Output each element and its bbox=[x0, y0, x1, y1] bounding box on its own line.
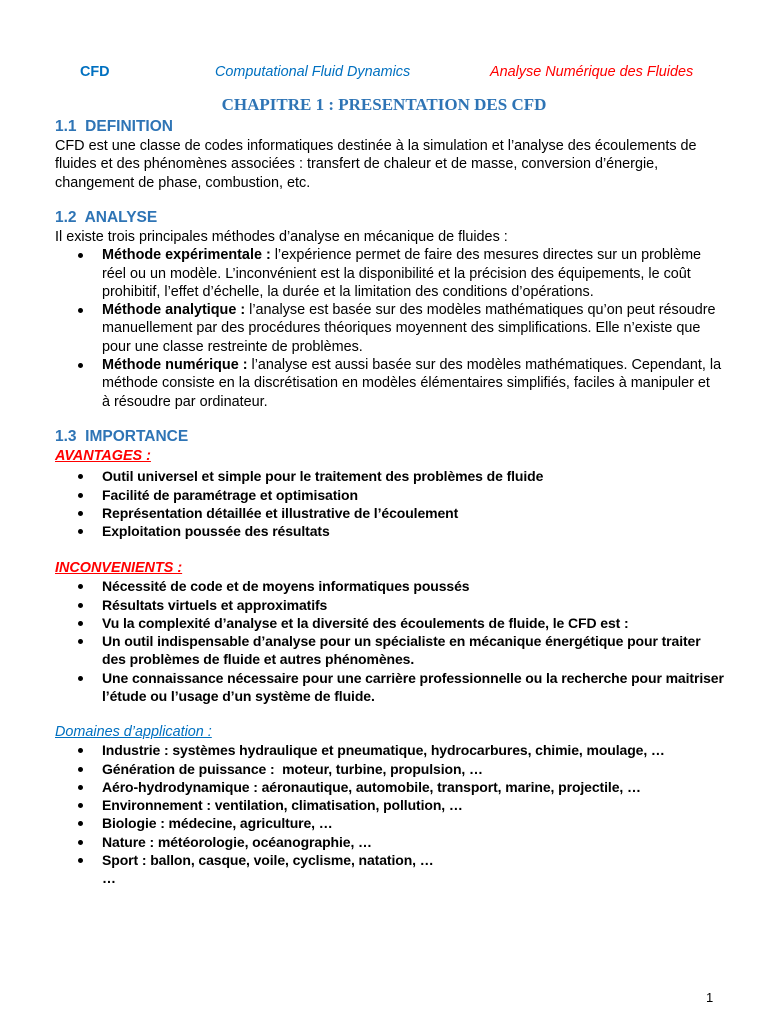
list-item bbox=[55, 614, 755, 632]
list-item bbox=[55, 522, 755, 540]
list-item-text: Nature : météorologie, océanographie, … bbox=[102, 833, 372, 850]
definition-paragraph bbox=[55, 137, 755, 192]
domains-label: Domaines d’application : bbox=[55, 724, 212, 740]
list-item bbox=[55, 814, 755, 832]
chapter-title: CHAPITRE 1 : PRESENTATION DES CFD bbox=[221, 95, 547, 114]
list-item-analytical-method bbox=[55, 301, 755, 356]
list-item bbox=[55, 632, 755, 669]
bullet-icon bbox=[78, 493, 83, 498]
bullet-icon bbox=[78, 785, 83, 790]
section-analyse bbox=[55, 208, 755, 411]
list-item-text: Industrie : systèmes hydraulique et pneumatique, hydrocarbures, chimie, moulage, … bbox=[102, 742, 665, 759]
methods-list bbox=[55, 246, 755, 411]
bullet-icon bbox=[78, 253, 83, 258]
method-text: pour une classe restreinte de problèmes. bbox=[102, 338, 363, 355]
method-first-line bbox=[102, 356, 755, 374]
list-item bbox=[55, 796, 755, 814]
method-text: prohibitif, l’effet d’échelle, la durée et la limitation des conditions d’opérations. bbox=[102, 283, 594, 300]
list-item-text: Un outil indispensable d’analyse pour un spécialiste en mécanique énergétique pour traiter bbox=[102, 633, 701, 650]
section-disadvantages bbox=[55, 559, 755, 705]
disadvantages-list bbox=[55, 577, 755, 705]
list-item-text: Résultats virtuels et approximatifs bbox=[102, 596, 328, 613]
paragraph-line: fluides et des phénomènes associées : transfert de chaleur et de masse, conversion d’énergie, bbox=[55, 156, 659, 173]
section-heading: 1.2 ANALYSE bbox=[55, 209, 158, 226]
header-course: Analyse Numérique des Fluides bbox=[490, 64, 694, 80]
bullet-icon bbox=[78, 308, 83, 313]
list-item-text: Biologie : médecine, agriculture, … bbox=[102, 815, 333, 832]
section-heading: 1.3 IMPORTANCE bbox=[55, 428, 189, 445]
list-item bbox=[55, 467, 755, 485]
method-label: Méthode analytique : bbox=[102, 302, 246, 319]
paragraph-line: changement de phase, combustion, etc. bbox=[55, 174, 311, 191]
list-item bbox=[55, 596, 755, 614]
header-subject: Computational Fluid Dynamics bbox=[215, 64, 411, 80]
method-text: l’analyse est aussi basée sur des modèles mathématiques. Cependant, la bbox=[251, 357, 722, 374]
bullet-icon bbox=[78, 748, 83, 753]
bullet-icon bbox=[78, 529, 83, 534]
domains-ellipsis: … bbox=[102, 870, 116, 887]
list-item bbox=[55, 741, 755, 759]
section-definition bbox=[55, 117, 755, 192]
list-item-text: Génération de puissance : moteur, turbine, propulsion, … bbox=[102, 760, 483, 777]
list-item-text: Environnement : ventilation, climatisation, pollution, … bbox=[102, 797, 463, 814]
bullet-icon bbox=[78, 603, 83, 608]
analyse-intro: Il existe trois principales méthodes d’analyse en mécanique de fluides : bbox=[55, 229, 508, 245]
list-item bbox=[55, 486, 755, 504]
bullet-icon bbox=[78, 803, 83, 808]
method-text: manuellement par des procédures théoriques moyennent des simplifications. Elle n’existe que bbox=[102, 320, 701, 337]
method-label: Méthode numérique : bbox=[102, 357, 248, 374]
list-item-text: des problèmes de fluide et autres phénomènes. bbox=[102, 651, 415, 668]
method-text: à résoudre par ordinateur. bbox=[102, 393, 268, 410]
list-item-text: Exploitation poussée des résultats bbox=[102, 523, 330, 540]
bullet-icon bbox=[78, 821, 83, 826]
bullet-icon bbox=[78, 584, 83, 589]
section-application-domains bbox=[55, 723, 755, 888]
method-text: l’analyse est basée sur des modèles mathématiques qu’on peut résoudre bbox=[249, 302, 716, 319]
advantages-list bbox=[55, 467, 755, 540]
list-item bbox=[55, 833, 755, 851]
bullet-icon bbox=[78, 511, 83, 516]
list-item-text: Une connaissance nécessaire pour une carrière professionnelle ou la recherche pour maitriser bbox=[102, 669, 724, 686]
list-item-text: Vu la complexité d’analyse et la diversité des écoulements de fluide, le CFD est : bbox=[102, 614, 629, 631]
method-text: l’expérience permet de faire des mesures directes sur un problème bbox=[274, 247, 702, 264]
bullet-icon bbox=[78, 474, 83, 479]
bullet-icon bbox=[78, 858, 83, 863]
list-item-numerical-method bbox=[55, 356, 755, 411]
list-item-text: Outil universel et simple pour le traitement des problèmes de fluide bbox=[102, 468, 544, 485]
list-item bbox=[55, 778, 755, 796]
list-item bbox=[55, 851, 755, 869]
bullet-icon bbox=[78, 676, 83, 681]
page-number: 1 bbox=[706, 990, 714, 1005]
bullet-icon bbox=[78, 363, 83, 368]
list-item bbox=[55, 760, 755, 778]
domains-list bbox=[55, 741, 755, 869]
section-heading: 1.1 DEFINITION bbox=[55, 118, 173, 135]
list-item-experimental-method bbox=[55, 246, 755, 301]
bullet-icon bbox=[78, 840, 83, 845]
method-text: méthode consiste en la discrétisation en modèles élémentaires simplifiés, faciles à manipuler et bbox=[102, 375, 710, 392]
list-item bbox=[55, 669, 755, 706]
section-importance bbox=[55, 427, 755, 540]
paragraph-line: CFD est une classe de codes informatiques destinée à la simulation et l’analyse des écoulements de bbox=[55, 138, 697, 154]
list-item bbox=[55, 577, 755, 595]
method-text: réel ou un modèle. L’inconvénient est la disponibilité et la précision des équipements, le coût bbox=[102, 265, 691, 282]
method-label: Méthode expérimentale : bbox=[102, 247, 271, 264]
list-item-text: Nécessité de code et de moyens informatiques poussés bbox=[102, 578, 470, 595]
bullet-icon bbox=[78, 639, 83, 644]
method-first-line bbox=[102, 246, 755, 264]
list-item-text: Sport : ballon, casque, voile, cyclisme, natation, … bbox=[102, 852, 434, 869]
bullet-icon bbox=[78, 621, 83, 626]
method-first-line bbox=[102, 301, 755, 319]
list-item-text: Facilité de paramétrage et optimisation bbox=[102, 486, 358, 503]
disadvantages-label: INCONVENIENTS : bbox=[55, 560, 183, 576]
bullet-icon bbox=[78, 767, 83, 772]
advantages-label: AVANTAGES : bbox=[55, 448, 151, 464]
header-short-title: CFD bbox=[80, 64, 110, 80]
list-item-text: Représentation détaillée et illustrative de l’écoulement bbox=[102, 504, 459, 521]
list-item bbox=[55, 504, 755, 522]
list-item-text: l’étude ou l’usage d’un système de fluide. bbox=[102, 688, 375, 705]
list-item-text: Aéro-hydrodynamique : aéronautique, automobile, transport, marine, projectile, … bbox=[102, 778, 641, 795]
